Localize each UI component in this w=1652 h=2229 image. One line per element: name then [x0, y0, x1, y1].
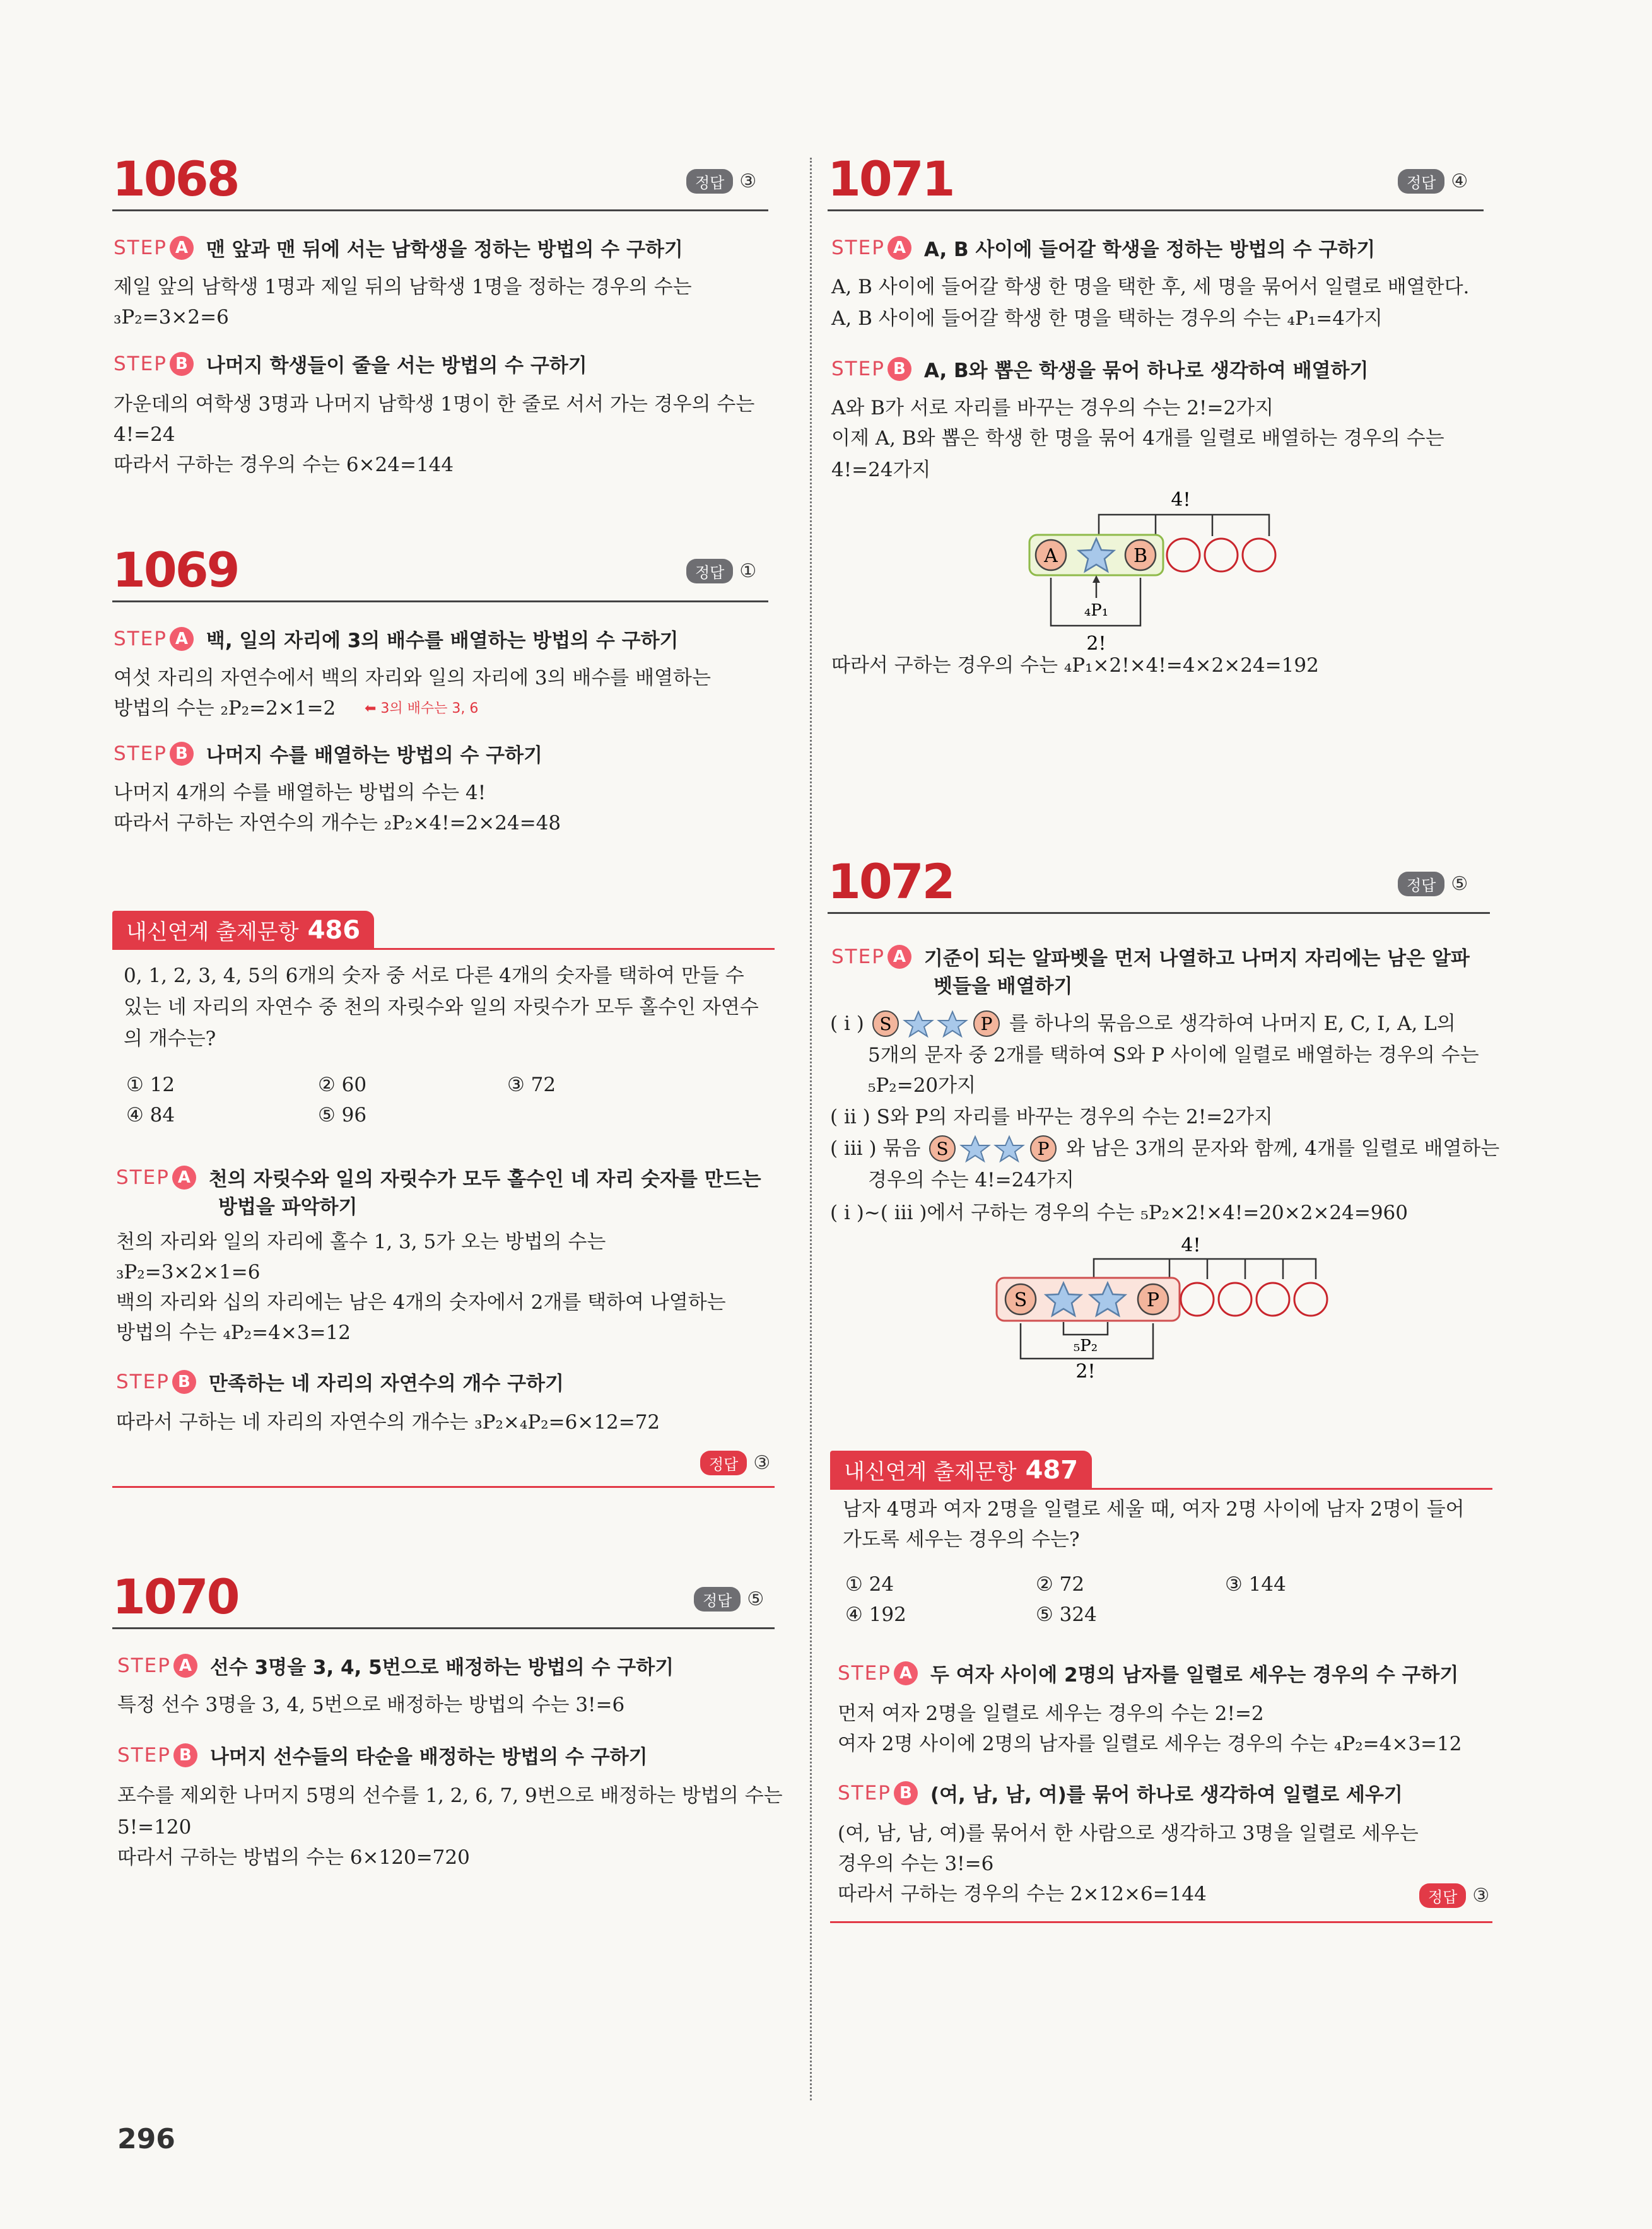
star-icon [939, 1012, 966, 1036]
step-word: STEP [838, 1661, 891, 1685]
step-word: STEP [831, 945, 885, 968]
problem-number: 1071 [828, 151, 954, 207]
related-problem-banner [830, 1451, 1092, 1489]
step-title-cont: 벳들을 배열하기 [934, 975, 1073, 998]
text-line: A와 B가 서로 자리를 바꾸는 경우의 수는 2!=2가지 [831, 397, 1274, 419]
column-divider [810, 158, 812, 2100]
option-2: ② 72 [1036, 1573, 1085, 1596]
student-a-label: A [1044, 545, 1058, 567]
text-line: 따라서 구하는 경우의 수는 ₄P₁×2!×4!=4×2×24=192 [831, 654, 1319, 677]
step-word: STEP [114, 627, 167, 650]
diagram-sub-label: ₅P₂ [1073, 1337, 1098, 1355]
letter-p: P [1146, 1289, 1160, 1311]
letter-s: S [936, 1138, 949, 1159]
answer-badge [686, 559, 756, 583]
step-a-heading [831, 942, 1470, 971]
inner-bracket [1063, 1322, 1108, 1335]
problem-number: 1068 [112, 151, 238, 207]
star-icon [995, 1137, 1023, 1161]
answer-badge [686, 169, 756, 194]
banner-bottom-rule [830, 1921, 1492, 1923]
text-line: 천의 자리와 일의 자리에 홀수 1, 3, 5가 오는 방법의 수는 [116, 1231, 606, 1253]
question-line: 있는 네 자리의 자연수 중 천의 자릿수와 일의 자릿수가 모두 홀수인 자연수 [124, 996, 759, 1019]
text-line: A, B 사이에 들어갈 학생 한 명을 택하는 경우의 수는 ₄P₁=4가지 [831, 307, 1383, 330]
star-icon [905, 1012, 932, 1036]
step-title: 만족하는 네 자리의 자연수의 개수 구하기 [208, 1372, 564, 1395]
question-line: 0, 1, 2, 3, 4, 5의 6개의 숫자 중 서로 다른 4개의 숫자를 택하여 만들 수 [124, 964, 744, 987]
step-letter: B [170, 352, 194, 376]
answer-badge [1398, 872, 1468, 896]
step-word: STEP [114, 236, 167, 259]
step-word: STEP [831, 236, 885, 259]
step-word: STEP [117, 1743, 171, 1767]
text-line: ₃P₂=3×2=6 [114, 306, 229, 329]
title-rule [828, 209, 1484, 211]
related-problem-banner [112, 911, 374, 949]
text-line: 특정 선수 3명을 3, 4, 5번으로 배정하는 방법의 수는 3!=6 [117, 1694, 625, 1716]
step-title: 나머지 수를 배열하는 방법의 수 구하기 [206, 744, 543, 767]
step-letter: B [172, 1370, 196, 1394]
answer-value: ① [739, 560, 757, 582]
step-b-heading [838, 1779, 1403, 1807]
banner-label: 내신연계 출제문항 [844, 1460, 1017, 1485]
step-a-heading [114, 233, 683, 262]
step-title: 나머지 선수들의 타순을 배정하는 방법의 수 구하기 [209, 1746, 648, 1769]
text-line: 와 남은 3개의 문자와 함께, 4개를 일렬로 배열하는 [1066, 1137, 1500, 1160]
bracket-top [1099, 515, 1269, 536]
option-2: ② 60 [318, 1074, 367, 1096]
step-word: STEP [838, 1781, 891, 1805]
answer-label: 정답 [694, 1587, 741, 1612]
step-word: STEP [117, 1654, 171, 1677]
step-b-heading [114, 739, 542, 768]
step-a-heading [831, 233, 1375, 262]
step-letter: B [888, 357, 911, 381]
title-rule [112, 209, 768, 211]
star-icon [961, 1137, 989, 1161]
step-letter: A [888, 945, 911, 969]
empty-slot [1181, 1283, 1214, 1316]
step-letter: B [894, 1781, 918, 1805]
arrangement-diagram [1009, 484, 1306, 661]
option-3: ③ 144 [1225, 1573, 1286, 1596]
text-line: 4!=24가지 [831, 459, 931, 481]
step-title-cont: 방법을 파악하기 [218, 1196, 358, 1219]
text-line: 5개의 문자 중 2개를 택하여 S와 P 사이에 일렬로 배열하는 경우의 수는 [868, 1044, 1479, 1067]
step-letter: A [173, 1654, 197, 1678]
banner-number: 487 [1025, 1455, 1079, 1485]
step-word: STEP [116, 1166, 170, 1189]
text-line: ( i )~( iii )에서 구하는 경우의 수는 ₅P₂×2!×4!=20×2×24=960 [830, 1202, 1409, 1224]
text-line: 먼저 여자 2명을 일렬로 세우는 경우의 수는 2!=2 [838, 1702, 1264, 1725]
banner-rule [112, 948, 775, 950]
step-title: A, B 사이에 들어갈 학생을 정하는 방법의 수 구하기 [923, 238, 1376, 261]
question-line: 가도록 세우는 경우의 수는? [843, 1528, 1080, 1551]
answer-value: ③ [739, 170, 757, 192]
student-b-label: B [1133, 545, 1148, 567]
step-b-heading [117, 1741, 648, 1769]
step-letter: B [170, 742, 194, 766]
text-line: 경우의 수는 4!=24가지 [868, 1169, 1074, 1191]
problem-number: 1072 [828, 853, 954, 910]
text-line: 4!=24 [114, 423, 175, 446]
answer-value: ⑤ [1451, 873, 1468, 895]
text-line: 따라서 구하는 경우의 수는 6×24=144 [114, 453, 454, 476]
diagram-top-label: 4! [1171, 489, 1191, 511]
step-a-heading [117, 1651, 674, 1680]
option-4: ④ 192 [845, 1603, 906, 1626]
step-a-heading-cont [218, 1191, 357, 1219]
answer-value: ④ [1451, 170, 1468, 192]
text-line: 방법의 수는 ₄P₂=4×3=12 [116, 1321, 351, 1344]
text-line: A, B 사이에 들어갈 학생 한 명을 택한 후, 세 명을 묶어서 일렬로 배열한다. [831, 276, 1470, 298]
step-word: STEP [114, 742, 167, 765]
step-title: A, B와 뽑은 학생을 묶어 하나로 생각하여 배열하기 [923, 360, 1369, 382]
option-4: ④ 84 [126, 1104, 175, 1126]
step-title: 백, 일의 자리에 3의 배수를 배열하는 방법의 수 구하기 [206, 629, 679, 652]
answer-value: ③ [753, 1452, 771, 1474]
text-line: 백의 자리와 십의 자리에는 남은 4개의 숫자에서 2개를 택하여 나열하는 [116, 1291, 726, 1314]
text-line: 따라서 구하는 경우의 수는 2×12×6=144 [838, 1883, 1207, 1905]
page-number: 296 [117, 2123, 175, 2155]
step-letter: A [888, 236, 911, 260]
text-line: (여, 남, 남, 여)를 묶어서 한 사람으로 생각하고 3명을 일렬로 세우는 [838, 1822, 1419, 1845]
letter-s: S [1014, 1289, 1028, 1311]
step-word: STEP [116, 1370, 170, 1393]
step-a-heading [114, 624, 678, 653]
banner-bottom-rule [112, 1486, 775, 1488]
text-line: 가운데의 여학생 3명과 나머지 남학생 1명이 한 줄로 서서 가는 경우의 수는 [114, 393, 755, 416]
step-b-heading [831, 354, 1368, 383]
question-line: 남자 4명과 여자 2명을 일렬로 세울 때, 여자 2명 사이에 남자 2명이 들어 [843, 1498, 1465, 1521]
text-line: 경우의 수는 3!=6 [838, 1852, 994, 1875]
step-title: (여, 남, 남, 여)를 묶어 하나로 생각하여 일렬로 세우기 [930, 1784, 1403, 1806]
step-a-heading [838, 1659, 1458, 1687]
text-line: ₅P₂=20가지 [868, 1074, 976, 1097]
text-line: 여섯 자리의 자연수에서 백의 자리와 일의 자리에 3의 배수를 배열하는 [114, 667, 711, 689]
diagram-top-label: 4! [1181, 1234, 1201, 1256]
answer-label: 정답 [686, 559, 733, 583]
arrangement-diagram [988, 1230, 1341, 1381]
answer-value: ⑤ [747, 1588, 764, 1610]
title-rule [112, 600, 768, 602]
title-rule [112, 1627, 775, 1629]
case-label: ( iii ) 묶음 [830, 1137, 921, 1160]
option-1: ① 12 [126, 1074, 175, 1096]
problem-number: 1069 [112, 542, 238, 598]
step-a-heading [116, 1163, 761, 1191]
sp-group-inline [872, 1008, 1004, 1039]
step-title: 선수 3명을 3, 4, 5번으로 배정하는 방법의 수 구하기 [209, 1656, 674, 1679]
option-5: ⑤ 324 [1036, 1603, 1097, 1626]
step-title: 나머지 학생들이 줄을 서는 방법의 수 구하기 [206, 354, 587, 377]
step-a-heading-cont [934, 970, 1072, 998]
answer-label: 정답 [1398, 872, 1444, 896]
answer-badge [1398, 169, 1468, 194]
answer-badge [700, 1451, 770, 1475]
text-line: 방법의 수는 ₂P₂=2×1=2 [114, 697, 336, 720]
answer-label: 정답 [686, 169, 733, 194]
option-3: ③ 72 [507, 1074, 556, 1096]
text-line: 나머지 4개의 수를 배열하는 방법의 수는 4! [114, 781, 486, 804]
step-title: 기준이 되는 알파벳을 먼저 나열하고 나머지 자리에는 남은 알파 [923, 947, 1470, 970]
banner-number: 486 [307, 915, 361, 945]
question-line: 의 개수는? [124, 1027, 216, 1050]
answer-label: 정답 [1398, 169, 1444, 194]
banner-label: 내신연계 출제문항 [126, 920, 299, 945]
step-letter: A [172, 1166, 196, 1190]
empty-slot [1294, 1283, 1327, 1316]
answer-label: 정답 [700, 1451, 747, 1475]
letter-p: P [980, 1014, 993, 1034]
text-line: 제일 앞의 남학생 1명과 제일 뒤의 남학생 1명을 정하는 경우의 수는 [114, 276, 692, 298]
empty-slot [1243, 539, 1275, 571]
text-line: 따라서 구하는 자연수의 개수는 ₂P₂×4!=2×24=48 [114, 812, 561, 834]
option-1: ① 24 [845, 1573, 894, 1596]
banner-rule [830, 1488, 1492, 1490]
letter-s: S [879, 1014, 892, 1034]
step-b-heading [114, 349, 587, 378]
answer-value: ③ [1472, 1885, 1490, 1907]
letter-p: P [1037, 1138, 1050, 1159]
answer-badge [694, 1587, 764, 1612]
answer-badge [1419, 1883, 1489, 1908]
step-b-heading [116, 1367, 564, 1396]
text-line: 따라서 구하는 네 자리의 자연수의 개수는 ₃P₂×₄P₂=6×12=72 [116, 1411, 660, 1434]
sp-group-inline [929, 1133, 1061, 1164]
step-word: STEP [114, 352, 167, 375]
empty-slot [1257, 1283, 1289, 1316]
text-line: 5!=120 [117, 1816, 192, 1839]
answer-label: 정답 [1419, 1883, 1466, 1908]
step-letter: A [170, 627, 194, 651]
arrow-head-icon [1093, 575, 1100, 583]
empty-slot [1219, 1283, 1251, 1316]
text-line: 이제 A, B와 뽑은 학생 한 명을 묶어 4개를 일렬로 배열하는 경우의 수는 [831, 427, 1444, 450]
diagram-bottom-label: 2! [1075, 1360, 1096, 1381]
step-title: 두 여자 사이에 2명의 남자를 일렬로 세우는 경우의 수 구하기 [930, 1664, 1459, 1687]
step-letter: A [170, 236, 194, 260]
text-line: 따라서 구하는 방법의 수는 6×120=720 [117, 1846, 470, 1869]
step-title: 천의 자릿수와 일의 자릿수가 모두 홀수인 네 자리 숫자를 만드는 [208, 1168, 761, 1191]
step-word: STEP [831, 357, 885, 380]
empty-slot [1167, 539, 1200, 571]
step-title: 맨 앞과 맨 뒤에 서는 남학생을 정하는 방법의 수 구하기 [206, 238, 683, 261]
case-label: ( i ) [830, 1012, 864, 1035]
text-line: ₃P₂=3×2×1=6 [116, 1261, 261, 1284]
text-line: 포수를 제외한 나머지 5명의 선수를 1, 2, 6, 7, 9번으로 배정하는 방법의 수는 [117, 1784, 783, 1807]
diagram-sub-label: ₄P₁ [1084, 601, 1109, 620]
empty-slot [1205, 539, 1238, 571]
text-line: ( ii ) S와 P의 자리를 바꾸는 경우의 수는 2!=2가지 [830, 1106, 1273, 1128]
diagram-bottom-label: 2! [1086, 633, 1106, 655]
step-letter: B [173, 1743, 197, 1767]
title-rule [828, 912, 1490, 914]
side-note: ⬅ 3의 배수는 3, 6 [365, 701, 479, 717]
text-line: 를 하나의 묶음으로 생각하여 나머지 E, C, I, A, L의 [1009, 1012, 1456, 1035]
step-letter: A [894, 1661, 918, 1685]
text-line: 여자 2명 사이에 2명의 남자를 일렬로 세우는 경우의 수는 ₄P₂=4×3=12 [838, 1733, 1462, 1755]
problem-number: 1070 [112, 1569, 238, 1625]
option-5: ⑤ 96 [318, 1104, 367, 1126]
